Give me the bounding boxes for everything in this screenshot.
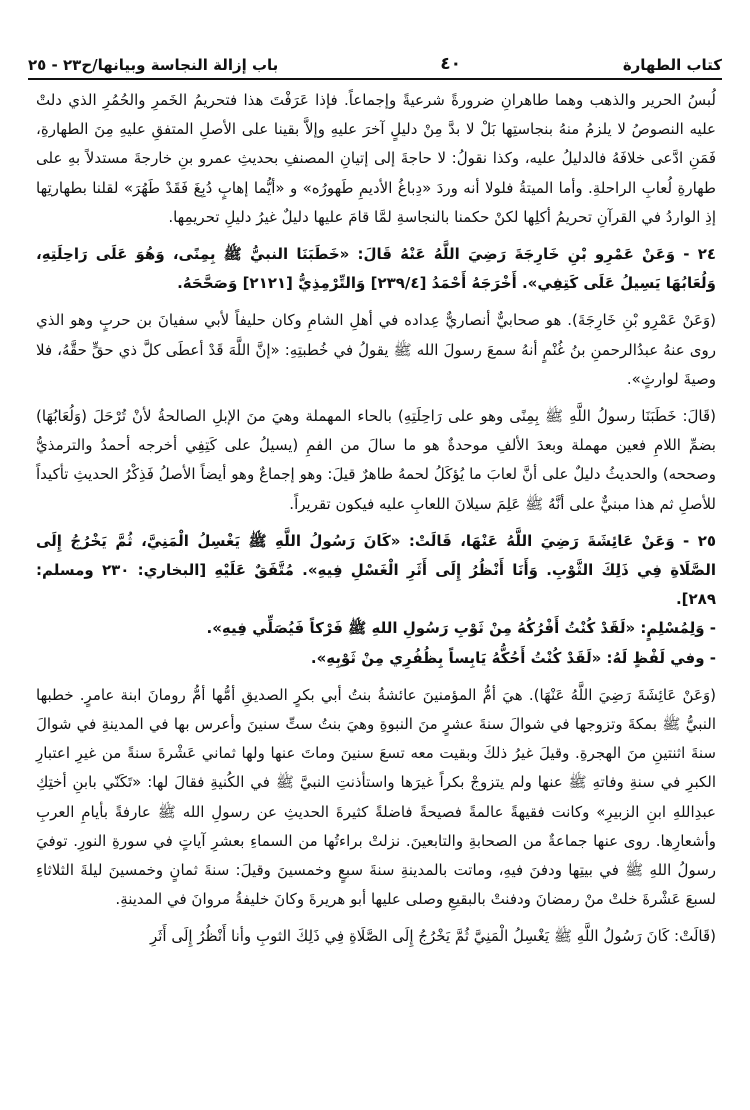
aisha-biography: (وَعَنْ عَائِشَةَ رَضِيَ اللَّهُ عَنْهَا). هيَ أمُّ المؤمنينَ عائشةُ بنتُ أبي بكرٍ الصديقِ أمُّها أمُّ رومانَ ابنة عامرٍ. خطبها النبيُّ ﷺ بمكةَ وتزوجها في شوالَ سنةَ عشرٍ منَ النبوةِ وهيَ بنتُ ستِّ سنينَ وأعرس بها في المدينةِ في شوالَ سنةَ اثنتينِ منَ الهجرةِ. وقيلَ غيرُ ذلكَ وبقيت معه تسعَ سنينَ وماتَ عنها ولها ثماني عَشْرةَ سنةً من غيرِ اعتبارِ الكبرِ في سنةِ وفاتهِ ﷺ عنها ولم يتزوجْ بكراً غيرَها واستأذنتِ النبيَّ ﷺ في الكُنيةِ فقالَ لها: «تَكَنّي بابنِ أختِكِ عبدِاللهِ ابنِ الزبيرِ» وكانت فقيهةً عالمةً فصيحةً فاضلةً كثيرةَ الحديثِ عن رسولِ الله ﷺ عارفةً بأيامِ العربِ وأشعارِها. روى عنها جماعةٌ من الصحابةِ والتابعينَ. نزلتْ براءتُها من السماءِ بعشرِ آياتٍ في سورةِ النورِ. توفيَ رسولُ اللهِ ﷺ في بيتِها ودفنَ فيهِ، وماتت بالمدينةِ سنةَ سبعٍ وخمسينَ وقيلَ: سنةَ ثمانٍ وخمسينَ ليلةَ الثلاثاءِ لسبعَ عَشْرةَ خلتْ منْ رمضانَ ودفنتْ بالبقيعِ وصلى عليها أبو هريرةَ وكانَ خليفةُ مروانَ في المدينةِ. [36, 685, 716, 909]
muslim-variant-2: - وفي لَفْظٍ لَهُ: «لَقَدْ كُنْتُ أَحُكُّهُ يَابِساً بِظُفُرِي مِنْ ثَوْبِهِ». [310, 648, 716, 667]
hadith-25-commentary: (قَالَتْ: كَانَ رَسُولُ اللَّهِ ﷺ يَغْسِلُ الْمَنِيَّ ثُمَّ يَخْرُجُ إِلَى الصَّلَاةِ فِي ذَلِكَ الثوبِ وأنا أَنْظُرُ إِلَى أَثَرِ [149, 927, 716, 946]
commentary-paragraph: لُبسُ الحرير والذهب وهما طاهرانِ ضرورةً شرعيةً وإجماعاً. فإذا عَرَفْتَ هذا فتحريمُ الخَمرِ والحُمُرِ الذي دلتْ عليه النصوصُ لا يلزمُ منهُ بنجاستِها بَلْ لا بدَّ مِنْ دليلٍ آخرَ عليهِ وإلاَّ بقينا على الأصلِ المتفقِ عليهِ مِنَ الطهارةِ، فَمَنِ ادَّعى خلافَهُ فالدليلُ عليه، وكذا نقولُ: لا حاجةَ إلى إتيانِ المصنفِ بحديثِ عمرو بنِ خارجةَ مستدلاً بهِ على طهارةِ لُعابِ الراحلةِ. وأما الميتةُ فلولا أنه وردَ «دِباغُ الأديمِ طَهورُه» و «أيُّما إهابٍ دُبِغَ فَقَدْ طَهُرَ» لقلنا بطهارتِها إذِ الواردُ في القرآنِ تحريمُ أكلِها لكنْ حكمنا بالنجاسةِ لمَّا قامَ عليها دليلٌ غيرُ دليلِ تحريمِها. [36, 91, 716, 226]
header-rule [28, 78, 722, 80]
page-body [36, 86, 716, 957]
chapter-title: باب إزالة النجاسة وبيانها/ح٢٣ - ٢٥ [28, 56, 279, 74]
muslim-variant-1: - وَلِمُسْلِمٍ: «لَقَدْ كُنْتُ أَفْرُكُهُ مِنْ ثَوْبِ رَسُولِ اللهِ ﷺ فَرْكاً فَيُصَلِّي فِيهِ». [206, 619, 716, 638]
page-number: ٤٠ [440, 54, 461, 74]
hadith-24: ٢٤ - وَعَنْ عَمْرِو بْنِ خَارِجَةَ رَضِيَ اللَّهُ عَنْهُ قَالَ: «خَطَبَنَا النبيُّ ﷺ بِمِنًى، وَهُوَ عَلَى رَاحِلَتِهِ، وَلُعَابُهَا يَسِيلُ عَلَى كَتِفِي». أَخْرَجَهُ أَحْمَدُ [٢٣٩/٤] وَالتِّرْمِذِيُّ [٢١٢١] وَصَحَّحَهُ. [36, 245, 716, 293]
running-header [28, 46, 722, 74]
hadith-24-commentary: (قَالَ: خَطَبَنَا رسولُ اللَّهِ ﷺ بِمِنًى وهو على رَاحِلَتِهِ) بالحاء المهملة وهيَ منَ الإبلِ الصالحةُ لأنْ تُرْحَلَ (وَلُعَابُهَا) بضمِّ اللامِ فعين مهملة وبعدَ الألفِ موحدةٌ هو ما سالَ من الفمِ (يسيلُ على كَتِفِي أخرجه أحمدُ والترمذيُّ وصححه) والحديثُ دليلٌ على أنَّ لعابَ ما يُؤكَلُ لحمهُ طاهرٌ قيلَ: وهو إجماعٌ وهو أيضاً الأصلُ فَذِكْرُ الحديثِ تأكيداً للأصلِ ثم هذا مبنيٌّ على أنَّهُ ﷺ عَلِمَ سيلانَ اللعابِ عليه فيكون تقريراً. [36, 407, 716, 513]
narrator-commentary: (وَعَنْ عَمْرِو بْنِ خَارِجَةَ). هو صحابيٌّ أنصاريٌّ عِداده في أهلِ الشامِ وكان حليفاً لأبي سفيانَ بن حربٍ وهو الذي روى عنهُ عبدُالرحمنِ بنُ غُنْمٍ أنهُ سمعَ رسولَ الله ﷺ يقولُ في خُطبتِهِ: «إنَّ اللَّهَ قَدْ أعطَى كلَّ ذي حقٍّ حقَّهُ، فلا وصيةَ لوارثٍ». [36, 311, 716, 388]
book-title: كتاب الطهارة [622, 56, 722, 74]
hadith-25: ٢٥ - وَعَنْ عَائِشَةَ رَضِيَ اللَّهُ عَنْهَا، قَالَتْ: «كَانَ رَسُولُ اللَّهِ ﷺ يَغْسِلُ الْمَنِيَّ، ثُمَّ يَخْرُجُ إِلَى الصَّلَاةِ فِي ذَلِكَ الثَّوْبِ. وَأَنَا أَنْظُرُ إِلَى أَثَرِ الْغَسْلِ فِيهِ». مُتَّفَقٌ عَلَيْهِ [البخاري: ٢٣٠ ومسلم: ٢٨٩]. - وَلِمُسْلِمٍ: «لَقَدْ كُنْتُ أَفْرُكُهُ مِنْ ثَوْبِ رَسُولِ اللهِ ﷺ فَرْكاً فَيُصَلِّي فِيهِ». - وفي لَفْظٍ لَهُ: «لَقَدْ كُنْتُ أَحُكُّهُ يَابِساً بِظُفُرِي مِنْ ثَوْبِهِ». [36, 527, 716, 673]
